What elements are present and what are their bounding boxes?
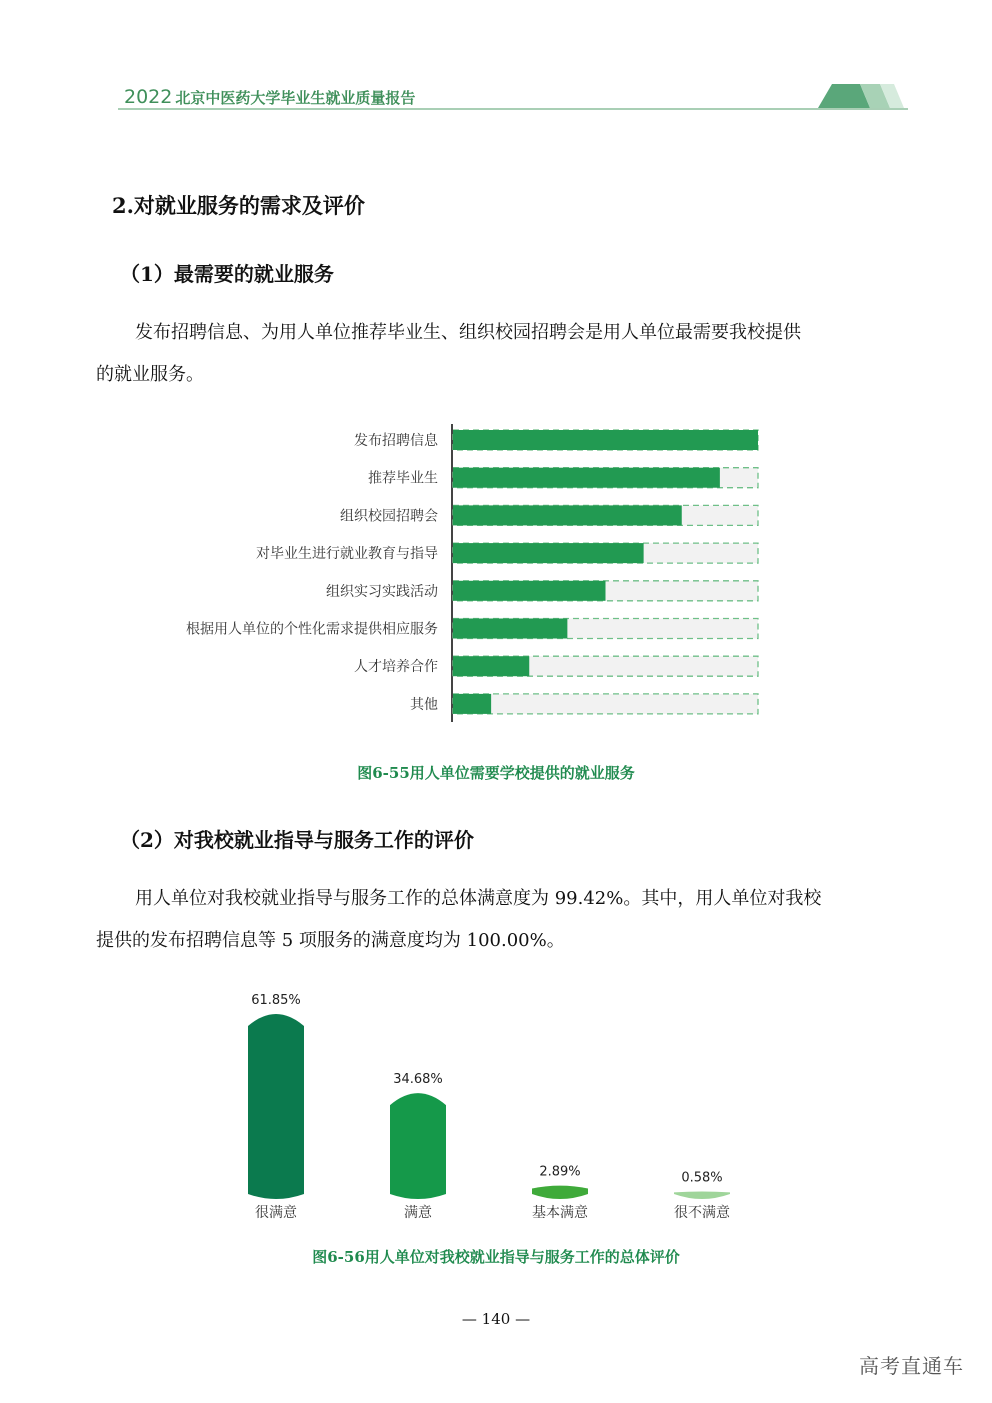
section-title: 2.对就业服务的需求及评价	[112, 193, 365, 218]
bar	[453, 581, 606, 601]
data-label: 61.85%	[251, 993, 301, 1008]
bar	[453, 430, 758, 450]
header-rule	[118, 108, 908, 110]
category-label: 对毕业生进行就业教育与指导	[256, 546, 438, 563]
data-label: 0.58%	[681, 1170, 723, 1186]
paragraph-line: 发布招聘信息、为用人单位推荐毕业生、组织校园招聘会是用人单位最需要我校提供	[135, 322, 801, 343]
bar	[674, 1192, 730, 1200]
page-header	[118, 82, 908, 112]
data-label: 34.68%	[393, 1072, 443, 1088]
chart-1-caption: 图6-55用人单位需要学校提供的就业服务	[357, 764, 635, 782]
data-label: 2.89%	[539, 1164, 581, 1180]
category-label: 推荐毕业生	[368, 470, 438, 487]
bar	[453, 694, 491, 714]
category-label: 基本满意	[532, 1205, 588, 1221]
bar-track	[453, 694, 758, 714]
paragraph-line: 的就业服务。	[96, 364, 204, 385]
category-label: 组织校园招聘会	[340, 508, 438, 525]
category-label: 根据用人单位的个性化需求提供相应服务	[186, 621, 438, 638]
bar	[248, 1014, 304, 1199]
category-label: 很不满意	[674, 1205, 730, 1221]
category-label: 组织实习实践活动	[326, 583, 438, 600]
bar	[453, 468, 720, 488]
satisfaction-bar-chart	[0, 980, 992, 1225]
watermark: 高考直通车	[859, 1354, 964, 1378]
bar	[390, 1093, 446, 1199]
paragraph-line: 提供的发布招聘信息等 5 项服务的满意度均为 100.00%。	[96, 930, 565, 951]
bar	[453, 619, 567, 639]
bar	[453, 656, 529, 676]
header-decoration	[818, 84, 908, 108]
subsection-2-title: （2）对我校就业指导与服务工作的评价	[120, 828, 474, 852]
subsection-1-paragraph	[96, 312, 896, 396]
chart-2-caption: 图6-56用人单位对我校就业指导与服务工作的总体评价	[312, 1248, 680, 1266]
header-year: 2022	[124, 86, 173, 108]
category-label: 其他	[410, 696, 438, 713]
category-label: 发布招聘信息	[354, 433, 438, 449]
header-title	[124, 86, 415, 108]
header-report-name: 北京中医药大学毕业生就业质量报告	[175, 89, 416, 107]
bar	[453, 543, 644, 563]
needed-services-bar-chart	[0, 420, 992, 730]
category-label: 满意	[404, 1205, 432, 1221]
category-label: 人才培养合作	[354, 659, 438, 676]
page-number: — 140 —	[461, 1310, 531, 1328]
category-label: 很满意	[255, 1205, 297, 1221]
paragraph-line: 用人单位对我校就业指导与服务工作的总体满意度为 99.42%。其中，用人单位对我校	[135, 888, 822, 909]
subsection-2-paragraph	[96, 878, 896, 962]
bar	[532, 1186, 588, 1199]
bar	[453, 505, 682, 525]
subsection-1-title: （1）最需要的就业服务	[120, 262, 334, 286]
